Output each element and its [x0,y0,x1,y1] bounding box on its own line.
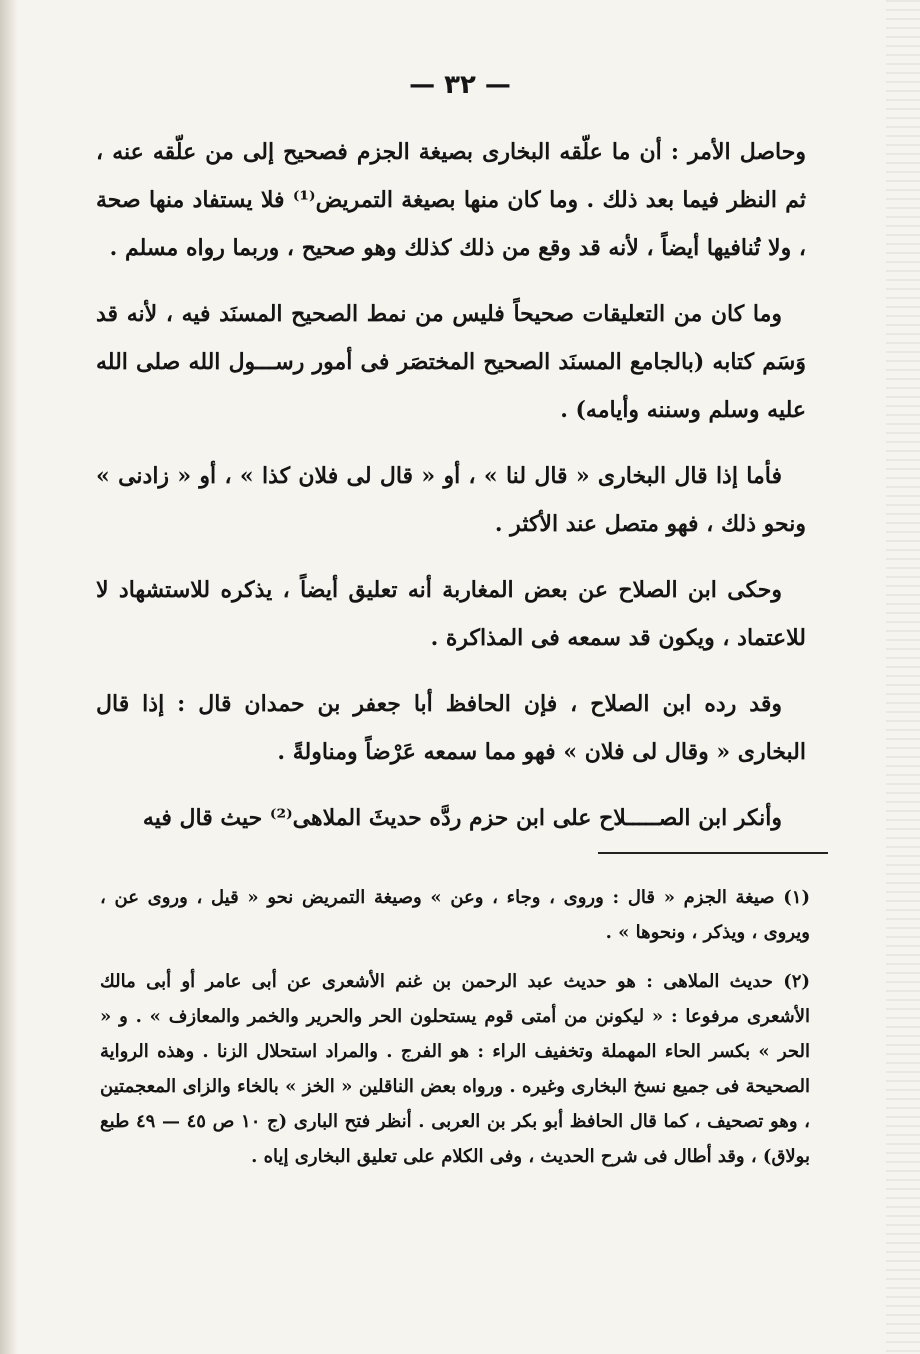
paragraph-5: وقد رده ابن الصلاح ، فإن الحافظ أبا جعفر بن حمدان قال : إذا قال البخارى « وقال لى فلان » فهو مما سمعه عَرْضاً ومناولةً . [96,691,806,765]
main-text-body [96,128,806,860]
paragraph-2: وما كان من التعليقات صحيحاً فليس من نمط الصحيح المسنَد فيه ، لأنه قد وَسَم كتابه (بالجامع المسنَد الصحيح المختصَر فى أمور رســـول الله صلى الله عليه وسلم وسننه وأيامه) . [96,301,806,423]
paragraph-4: وحكى ابن الصلاح عن بعض المغاربة أنه تعليق أيضاً ، يذكره للاستشهاد لا للاعتماد ، ويكون قد سمعه فى المذاكرة . [96,577,806,651]
page-number: — ٣٢ — [409,70,511,100]
footnotes-section [100,880,810,1188]
footnote-1: (١) صيغة الجزم « قال : وروى ، وجاء ، وعن » وصيغة التمريض نحو « قيل ، وروى عن ، ويروى ، ويذكر ، ونحوها » . [100,887,810,943]
footnote-2: (٢) حديث الملاهى : هو حديث عبد الرحمن بن غنم الأشعرى عن أبى عامر أو أبى مالك الأشعرى مرفوعا : « ليكونن من أمتى قوم يستحلون الحر والحرير والخمر والمعازف » . و « الحر » بكسر الحاء المهملة وتخفيف الراء : هو الفرج . والمراد استحلال الزنا . وهذه الرواية الصحيحة فى جميع نسخ البخارى وغيره . ورواه بعض الناقلين « الخز » بالخاء والزاى المعجمتين ، وهو تصحيف ، كما قال الحافظ أبو بكر بن العربى . أنظر فتح البارى (ج ١٠ ص ٤٥ — ٤٩ طبع بولاق) ، وقد أطال فى شرح الحديث ، وفى الكلام على تعليق البخارى إياه . [100,971,810,1167]
paragraph-6: وأنكر ابن الصـــــلاح على ابن حزم ردَّه حديثَ الملاهى⁽²⁾ حيث قال فيه [142,805,782,831]
paragraph-3: فأما إذا قال البخارى « قال لنا » ، أو « قال لى فلان كذا » ، أو « زادنى » ونحو ذلك ، فهو متصل عند الأكثر . [96,463,806,537]
paragraph-1: وحاصل الأمر : أن ما علّقه البخارى بصيغة الجزم فصحيح إلى من علّقه عنه ، ثم النظر فيما بعد ذلك . وما كان منها بصيغة التمريض⁽¹⁾ فلا يستفاد منها صحة ، ولا تُنافيها أيضاً ، لأنه قد وقع من ذلك كذلك وهو صحيح ، وربما رواه مسلم . [96,139,806,261]
page-binding-shadow [0,0,18,1354]
footnote-separator [598,852,828,854]
scan-edge-noise [886,0,920,1354]
